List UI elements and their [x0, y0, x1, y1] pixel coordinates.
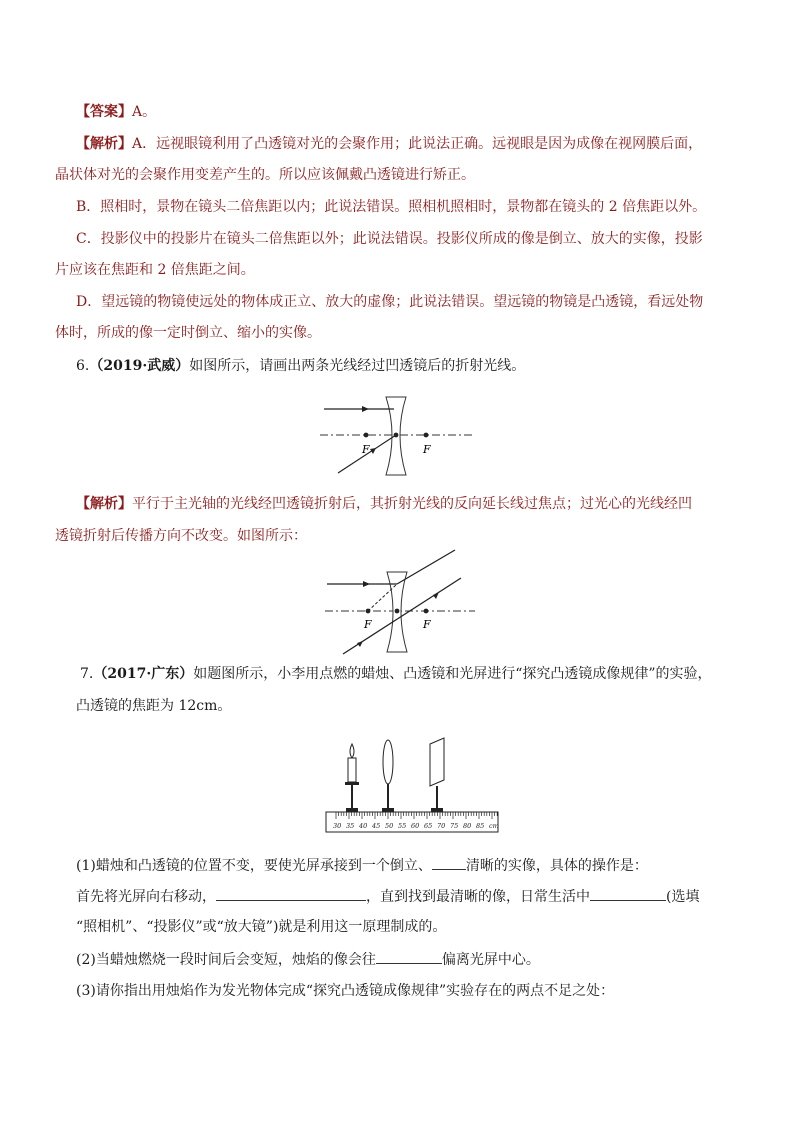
analysis2-line-2: 透镜折射后传播方向不改变。如图所示：	[55, 528, 307, 544]
analysis-d-line-1: D．望远镜的物镜使远处的物体成正立、放大的虚像；此说法错误。望远镜的物镜是凸透镜，看远处物	[76, 294, 704, 310]
q7-part1-text-d: ，直到找到最清晰的像，日常生活中	[366, 889, 590, 905]
ruler-tick-label: 65	[424, 822, 433, 830]
ruler-tick-label: cm	[489, 822, 499, 830]
q7-part2-line	[76, 949, 726, 970]
ruler-tick-label: 45	[372, 822, 381, 830]
q6-text: 如图所示，请画出两条光线经过凹透镜后的折射光线。	[189, 358, 526, 374]
ruler-tick-label: 60	[411, 822, 420, 830]
analysis-c-line-1: C．投影仪中的投影片在镜头二倍焦距以外；此说法错误。投影仪所成的像是倒立、放大的实像，投影	[76, 231, 703, 247]
analysis-d-line-2: 体时，所成的像一定时倒立、缩小的实像。	[55, 325, 321, 341]
q7-part1-text-c: 首先将光屏向右移动，	[76, 889, 216, 905]
answer-tag: 【答案】	[76, 104, 132, 120]
focus-label-left-answer: F	[364, 618, 372, 631]
candle	[345, 744, 359, 812]
ruler-tick-label: 35	[346, 822, 355, 830]
q7-part2-text-b: 偏离光屏中心。	[441, 952, 540, 968]
answer-blank-3[interactable]	[590, 886, 666, 901]
q7-part1-line-2	[76, 886, 726, 907]
answer-blank-1[interactable]	[432, 855, 466, 870]
analysis2-tag: 【解析】	[76, 496, 132, 512]
answer-text: A。	[132, 104, 157, 120]
analysis-b-line: B．照相时，景物在镜头二倍焦距以内；此说法错误。照相机照相时，景物都在镜头的 2 倍焦距以外。	[76, 199, 707, 215]
ruler-tick-label: 55	[398, 822, 407, 830]
analysis2-line-1	[76, 494, 726, 514]
answer-blank-4[interactable]	[376, 949, 442, 964]
ruler-tick-label: 75	[450, 822, 459, 830]
ruler-tick-label: 85	[476, 822, 485, 830]
q6-number: 6.	[76, 358, 90, 374]
q7-part1-line-3: “照相机”、“投影仪”或“放大镜”)就是利用这一原理制成的。	[76, 919, 447, 935]
answer-line	[76, 102, 726, 122]
focus-label-right: F	[423, 443, 431, 456]
q7-line-2: 凸透镜的焦距为 12cm。	[76, 698, 232, 714]
focus-label-right-answer: F	[423, 618, 431, 631]
light-screen	[430, 738, 444, 812]
ruler-tick-label: 30	[333, 822, 342, 830]
analysis-a-line-2: 晶状体对光的会聚作用变差产生的。所以应该佩戴凸透镜进行矫正。	[55, 167, 475, 183]
q7-line-1	[80, 664, 730, 684]
ruler-tick-label: 80	[463, 822, 472, 830]
ruler-tick-label: 50	[385, 822, 394, 830]
q7-part1-text-b: 清晰的实像，具体的操作是：	[465, 858, 648, 874]
analysis2-text-1: 平行于主光轴的光线经凹透镜折射后，其折射光线的反向延长线过焦点；过光心的光线经凹	[132, 496, 692, 512]
q7-part1-line-1	[76, 855, 726, 876]
q7-part3-line: (3)请你指出用烛焰作为发光物体完成“探究凸透镜成像规律”实验存在的两点不足之处：	[76, 983, 615, 999]
analysis-c-line-2: 片应该在焦距和 2 倍焦距之间。	[55, 262, 255, 278]
analysis-tag: 【解析】	[76, 136, 132, 152]
q7-part2-text-a: (2)当蜡烛燃烧一段时间后会变短，烛焰的像会往	[76, 952, 376, 968]
q6-source: （2019·武威）	[89, 358, 190, 374]
answer-blank-2[interactable]	[216, 886, 366, 901]
q7-part1-text-a: (1)蜡烛和凸透镜的位置不变，要使光屏承接到一个倒立、	[76, 858, 432, 874]
q7-text-1: 如题图所示，小李用点燃的蜡烛、凸透镜和光屏进行“探究凸透镜成像规律”的实验，	[193, 666, 712, 682]
ruler-tick-label: 40	[359, 822, 368, 830]
focus-label-left: F	[362, 443, 370, 456]
convex-lens	[382, 740, 394, 812]
q7-part1-text-e: (选填	[666, 889, 700, 905]
q6-line	[76, 356, 726, 376]
analysis-a-text-1: A．远视眼镜利用了凸透镜对光的会聚作用；此说法正确。远视眼是因为成像在视网膜后面，	[132, 136, 703, 152]
analysis-a-line-1	[76, 134, 726, 154]
q6-diagram	[320, 395, 480, 485]
optical-bench-diagram	[322, 738, 502, 834]
ruler-tick-label: 70	[437, 822, 446, 830]
q7-number: 7.	[80, 666, 94, 682]
q6-answer-diagram	[325, 570, 485, 662]
q7-source: （2017·广东）	[93, 666, 194, 682]
